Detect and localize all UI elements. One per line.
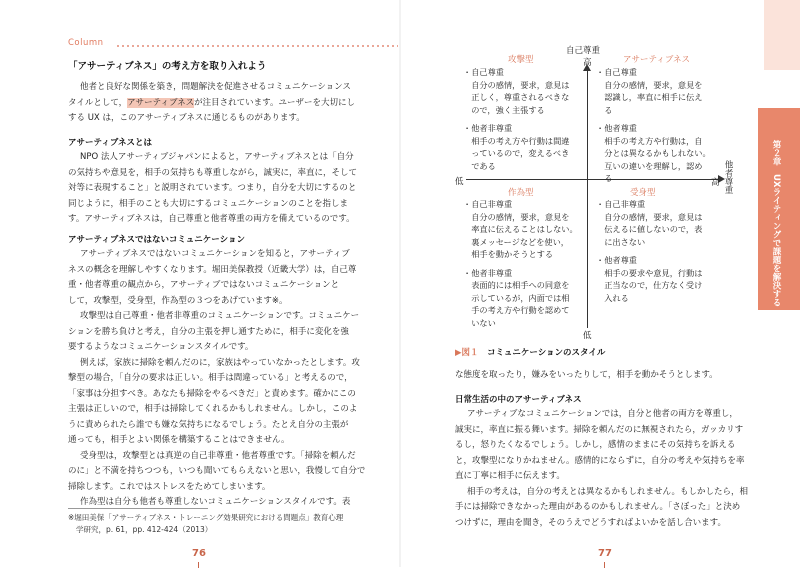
footnote-rule <box>68 508 208 509</box>
q-line: 入れる <box>596 292 629 303</box>
quadrant-text-aggressive <box>463 66 569 172</box>
q-line: 自分の感情，要求，意見は <box>596 211 703 222</box>
q-line: 自分の感情，要求，意見は <box>463 79 570 90</box>
right-line: るし，怒りたくなるでしょう。しかし，感情のままにその気持ちを訴える <box>455 440 736 450</box>
q-line: 表面的には相手への同意を <box>463 280 570 290</box>
figure-caption <box>455 346 605 358</box>
right-line: と，攻撃型になりかねません。感情的にならずに，自分の考えや気持ちを率 <box>455 455 745 466</box>
axis-label-right: 他者尊重 <box>723 160 733 194</box>
q-line: る <box>596 104 613 115</box>
q-line: ・他者尊重 <box>596 123 637 133</box>
q-line: いない <box>463 317 496 328</box>
section2-line: 作為型は自分も他者も尊重しないコミュニケーションスタイルです。表 <box>80 497 351 507</box>
section2-line: 撃型の場合，「自分の要求は正しい。相手は間違っている」と考えるので， <box>68 373 353 383</box>
q-line: 率直に伝えることはしない。 <box>463 224 578 234</box>
q-line: る <box>596 173 613 183</box>
q-line: ・他者非尊重 <box>463 123 513 133</box>
section2-line: ションを勝ち負けと考え，自分の主張を押し通すために，相手に変化を強 <box>68 326 349 337</box>
q-line: 認識し，率直に相手に伝え <box>596 92 703 102</box>
right-line: アサーティブなコミュニケーションでは，自分と他者の両方を尊重し， <box>467 409 738 419</box>
right-line: 相手の考えは，自分の考えとは異なるかもしれません。もしかしたら，相 <box>467 486 749 497</box>
footnote <box>68 512 343 536</box>
wavy-divider <box>116 44 398 48</box>
page-tick-left <box>198 562 199 568</box>
q-line: ・自己非尊重 <box>463 199 513 209</box>
intro-line-2b: が注目されています。ユーザーを大切にし <box>194 97 355 108</box>
quadrant-title-passive: 受身型 <box>630 188 656 198</box>
right-line: 直に丁寧に相手に伝えます。 <box>455 471 565 481</box>
axis-high-right: 高 <box>711 178 720 188</box>
q-line: 相手の考え方や行動は，自 <box>596 135 703 146</box>
axis-low-bottom: 低 <box>583 331 592 341</box>
q-line: ・他者非尊重 <box>463 267 513 278</box>
section2-line: アサーティブネスではないコミュニケーションを知ると，アサーティブ <box>80 249 350 259</box>
section2-line: 掃除します。これではストレスをためてしまいます。 <box>68 481 271 492</box>
quadrant-title-aggressive: 攻撃型 <box>508 55 534 65</box>
section2-line: して，攻撃型，受身型，作為型の３つをあげています※。 <box>68 295 288 306</box>
q-line: である <box>463 160 496 171</box>
q-line: ・自己尊重 <box>463 67 504 77</box>
q-line: 自分の感情，要求，意見を <box>596 79 703 90</box>
section1-line: 同じように，相手のことも大切にするコミュニケーションのことを指しま <box>68 198 348 209</box>
section2-line: のに」と不満を持ちつつも，いつも聞いてもらえないと思い，我慢して自分で <box>68 466 366 476</box>
page-number-left: 76 <box>192 548 206 559</box>
caption-text: コミュニケーションのスタイル <box>487 348 606 358</box>
section2-line: 「家事は分担すべき。あなたも掃除をやるべきだ」と責めます。確かにこの <box>68 388 356 399</box>
q-line: ・自己尊重 <box>596 67 637 77</box>
q-line: 正当なので，仕方なく受け <box>596 280 703 290</box>
section1-heading: アサーティブネスとは <box>68 138 152 148</box>
section2-line: 重・他者尊重の観点から，アサーティブではないコミュニケーションと <box>68 280 340 290</box>
q-line: 手の考え方や行動を認めて <box>463 305 570 315</box>
axis-label-top: 自己尊重 <box>566 46 601 56</box>
intro-line-1: 他者と良好な関係を築き，問題解決を促進させるコミュニケーションス <box>80 82 351 92</box>
q-line: っているので，変えるべき <box>463 148 570 158</box>
section2-line: ネスの概念を理解しやすくなります。堀田美保教授（近畿大学）は，自己尊 <box>68 264 357 275</box>
right-lead-line: な態度を取ったり，嫌みをいったりして，相手を動かそうとします。 <box>455 370 718 380</box>
section2-line: 受身型は，攻撃型とは真逆の自己非尊重・他者尊重です。「掃除を頼んだ <box>80 450 356 461</box>
section1-line: の気持ちや意見を，相手の気持ちも尊重しながら，誠実に，率直に，そして <box>68 167 358 178</box>
section2-line: 通っても，相手とよい関係を構築することはできません。 <box>68 435 290 445</box>
intro-line-2 <box>68 96 355 112</box>
q-line: 分とは異なるかもしれない。 <box>596 148 711 158</box>
right-line: つけずに，理由を聞き，そのうえでどうすればよいかを話し合います。 <box>455 517 726 528</box>
caption-marker: ▶図１ <box>455 348 479 358</box>
section1-line: 対等に表現すること」と説明されています。つまり，自分を大切にするのと <box>68 183 357 193</box>
q-line: 相手を動かそうとする <box>463 249 554 259</box>
section2-heading: アサーティブネスではないコミュニケーション <box>68 235 245 245</box>
column-title: 「アサーティブネス」の考え方を取り入れよう <box>68 61 267 72</box>
axis-vertical <box>587 70 588 328</box>
gutter <box>399 0 401 567</box>
column-header <box>68 38 398 52</box>
page-tick-right <box>604 562 605 568</box>
q-line: 相手の考え方や行動は間違 <box>463 135 570 146</box>
section2-line: 例えば，家族に掃除を頼んだのに，家族はやっていなかったとします。攻 <box>80 357 360 368</box>
quadrant-text-passive <box>596 198 702 304</box>
page-number-right: 77 <box>598 548 612 559</box>
q-line: 伝えるに値しないので，表 <box>596 224 703 234</box>
footnote-line: 学研究，p. 61，pp. 412-424（2013） <box>76 525 213 534</box>
q-line: 自分の感情，要求，意見を <box>463 211 570 222</box>
q-line: ので，強く主張する <box>463 104 545 115</box>
right-section-heading: 日常生活の中のアサーティブネス <box>455 395 582 405</box>
intro-highlight: アサーティブネス <box>127 97 195 108</box>
q-line: に出さない <box>596 236 646 247</box>
column-label: Column <box>68 38 104 48</box>
section1-line: す。アサーティブネスは，自己尊重と他者尊重の両方を備えているのです。 <box>68 214 355 224</box>
q-line: ・他者尊重 <box>596 255 637 265</box>
axis-high-top: 高 <box>583 58 592 68</box>
chapter-tab-label: 第２章 UXライティングで課題を解決する <box>771 140 781 307</box>
quadrant-title-manipulative: 作為型 <box>508 188 534 198</box>
section1-line: NPO 法人アサーティブジャパンによると，アサーティブネスとは「自分 <box>80 152 354 162</box>
quadrant-text-manipulative <box>463 198 578 329</box>
intro-line-3: する UX は，このアサーティブネスに通じるものがあります。 <box>68 113 305 123</box>
axis-low-left: 低 <box>455 177 464 187</box>
q-line: 裏メッセージなどを使い， <box>463 236 569 247</box>
q-line: 互いの違いを理解し，認め <box>596 160 703 171</box>
right-line: 手には掃除できなかった理由があるのかもしれません。「さぼった」と決め <box>455 502 741 512</box>
section2-line: 攻撃型は自己尊重・他者非尊重のコミュニケーションです。コミュニケー <box>80 311 360 321</box>
intro-line-2a: タイルとして， <box>68 97 128 108</box>
section2-line: うに責められたら誰でも嫌な気持ちになるでしょう。たとえ自分の主張が <box>68 419 349 430</box>
q-line: 示しているが，内面では相 <box>463 292 570 303</box>
section2-line: 要するようなコミュニケーションスタイルです。 <box>68 342 254 352</box>
quadrant-text-assertive <box>596 66 711 185</box>
q-line: 相手の要求や意見，行動は <box>596 267 703 278</box>
q-line: 正しく，尊重されるべきな <box>463 92 570 102</box>
footnote-line: ※堀田美保「アサーティブネス・トレーニング効果研究における問題点」教育心理 <box>68 513 344 522</box>
right-line: 誠実に，率直に振る舞います。掃除を頼んだのに無視されたら，ガッカリす <box>455 424 744 435</box>
q-line: ・自己非尊重 <box>596 199 646 209</box>
quadrant-title-assertive: アサーティブネス <box>623 55 690 65</box>
page-edge-accent <box>764 0 800 70</box>
section2-line: 主張は正しいので，相手は掃除してくれるかもしれません。しかし，このよ <box>68 404 358 414</box>
